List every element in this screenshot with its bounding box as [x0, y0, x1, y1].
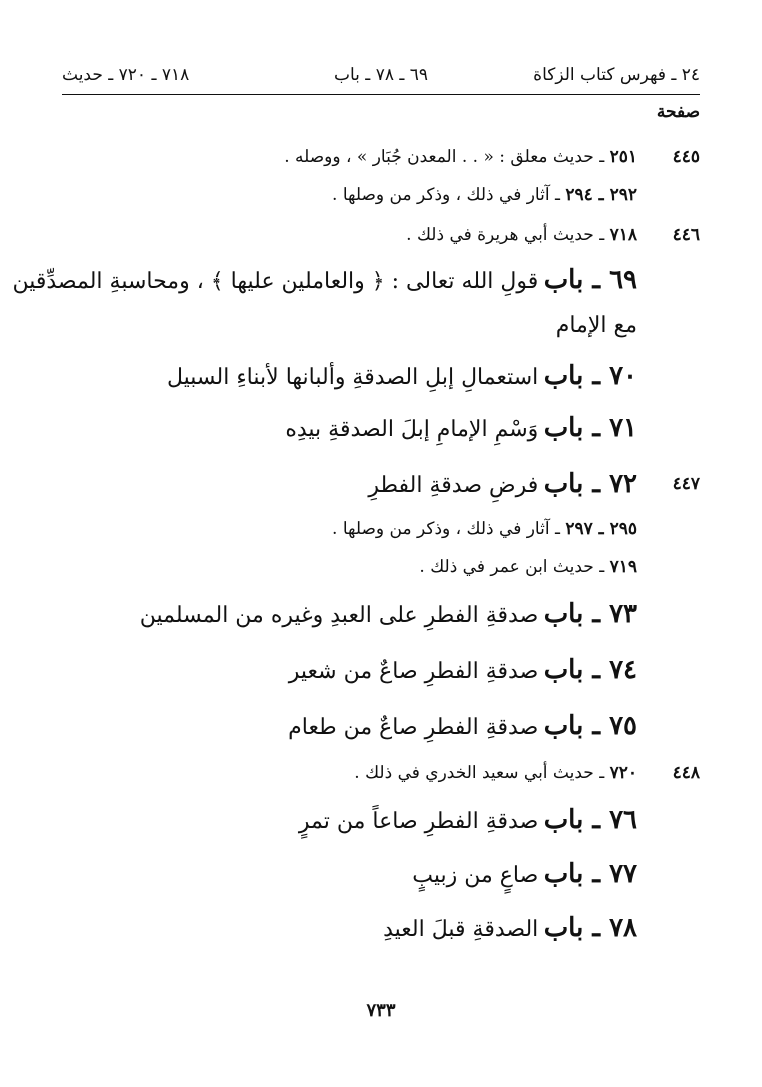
- bab-word: باب: [543, 469, 584, 499]
- page-number: ٤٤٦: [672, 225, 700, 245]
- header-rule: [62, 94, 700, 95]
- entry-number: ٢٩٥ ـ ٢٩٧: [565, 519, 637, 539]
- entry-number: ٢٥١: [609, 147, 637, 167]
- bab-number: ٧٥: [609, 711, 637, 741]
- bab-heading: ٧٨ ـ باب الصدقةِ قبلَ العيدِ: [383, 913, 637, 943]
- bab-heading: ٧٥ ـ باب صدقةِ الفطرِ صاعٌ من طعام: [288, 711, 637, 741]
- bab-heading: ٧٧ ـ باب صاعٍ من زبيبٍ: [412, 859, 637, 889]
- bab-number: ٧٢: [609, 469, 637, 499]
- page-number: ٤٤٧: [672, 474, 700, 494]
- bab-number: ٧٠: [609, 361, 637, 391]
- bab-number: ٧٤: [609, 655, 637, 685]
- entry-number: ٧٢٠: [609, 763, 637, 783]
- entry-text: [62, 756, 637, 790]
- bab-title: وَسْمِ الإمامِ إبلَ الصدقةِ بيدِه: [285, 417, 539, 442]
- bab-number: ٧١: [609, 413, 637, 443]
- entry-description: ـ حديث ابن عمر في ذلك .: [419, 557, 605, 577]
- bab-title-continued: مع الإمام: [555, 313, 637, 338]
- bab-title: استعمالِ إبلِ الصدقةِ وألبانها لأبناءِ السبيل: [166, 365, 539, 390]
- bab-number: ٦٩: [609, 265, 637, 295]
- bab-number: ٧٨: [609, 913, 637, 943]
- bab-heading: ٧٠ ـ باب استعمالِ إبلِ الصدقةِ وألبانها لأبناءِ السبيل: [166, 361, 637, 391]
- bab-title: قولِ الله تعالى : ﴿ والعاملين عليها ﴾ ، ومحاسبةِ المصدِّقين: [12, 269, 539, 294]
- bab-word: باب: [543, 361, 584, 391]
- entry-number: ٧١٩: [609, 557, 637, 577]
- bab-title: الصدقةِ قبلَ العيدِ: [383, 917, 539, 942]
- bab-word: باب: [543, 655, 584, 685]
- entry-description: ـ حديث معلق : « . . المعدن جُبَار » ، ووصله .: [284, 147, 605, 167]
- page-number: ٤٤٥: [672, 147, 700, 167]
- bab-word: باب: [543, 859, 584, 889]
- bab-title: فرضِ صدقةِ الفطرِ: [368, 473, 539, 498]
- bab-title: صدقةِ الفطرِ صاعٌ من شعير: [288, 659, 539, 684]
- entry-description: ـ حديث أبي هريرة في ذلك .: [406, 225, 605, 245]
- bab-word: باب: [543, 599, 584, 629]
- bab-word: باب: [543, 265, 584, 295]
- bab-heading: ٦٩ ـ باب قولِ الله تعالى : ﴿ والعاملين عليها ﴾ ، ومحاسبةِ المصدِّقين: [12, 265, 637, 295]
- bab-heading: ٧٢ ـ باب فرضِ صدقةِ الفطرِ: [368, 469, 637, 499]
- bab-word: باب: [543, 413, 584, 443]
- bab-heading: ٧٦ ـ باب صدقةِ الفطرِ صاعاً من تمرٍ: [298, 805, 637, 835]
- entry-text: [62, 140, 637, 174]
- bab-heading: ٧١ ـ باب وَسْمِ الإمامِ إبلَ الصدقةِ بيدِه: [285, 413, 637, 443]
- entry-number: ٧١٨: [609, 225, 637, 245]
- running-head-chapter: ٢٤ ـ فهرس كتاب الزكاة: [533, 65, 700, 85]
- entry-description: ـ آثار في ذلك ، وذكر من وصلها .: [332, 519, 560, 539]
- folio-page-number: ٧٣٣: [366, 1000, 396, 1021]
- entry-description: ـ آثار في ذلك ، وذكر من وصلها .: [332, 185, 560, 205]
- entry-text: [62, 550, 637, 584]
- bab-title: صدقةِ الفطرِ على العبدِ وغيره من المسلمين: [139, 603, 539, 628]
- bab-word: باب: [543, 805, 584, 835]
- entry-text: [62, 218, 637, 252]
- bab-number: ٧٦: [609, 805, 637, 835]
- bab-word: باب: [543, 913, 584, 943]
- bab-title: صدقةِ الفطرِ صاعاً من تمرٍ: [298, 809, 539, 834]
- bab-heading: ٧٤ ـ باب صدقةِ الفطرِ صاعٌ من شعير: [288, 655, 637, 685]
- bab-number: ٧٧: [609, 859, 637, 889]
- page-number: ٤٤٨: [672, 763, 700, 783]
- entry-description: ـ حديث أبي سعيد الخدري في ذلك .: [354, 763, 605, 783]
- running-head-babs: ٦٩ ـ ٧٨ ـ باب: [333, 65, 429, 85]
- entry-text: [62, 178, 637, 212]
- running-head-hadiths: ٧١٨ ـ ٧٢٠ ـ حديث: [62, 65, 190, 85]
- running-head: [62, 60, 700, 90]
- bab-number: ٧٣: [609, 599, 637, 629]
- bab-title: صاعٍ من زبيبٍ: [412, 863, 539, 888]
- bab-heading: ٧٣ ـ باب صدقةِ الفطرِ على العبدِ وغيره من المسلمين: [139, 599, 637, 629]
- entry-number: ٢٩٢ ـ ٢٩٤: [565, 185, 637, 205]
- bab-word: باب: [543, 711, 584, 741]
- entry-text: [62, 512, 637, 546]
- page-column-heading: صفحة: [656, 102, 700, 122]
- bab-title: صدقةِ الفطرِ صاعٌ من طعام: [288, 715, 539, 740]
